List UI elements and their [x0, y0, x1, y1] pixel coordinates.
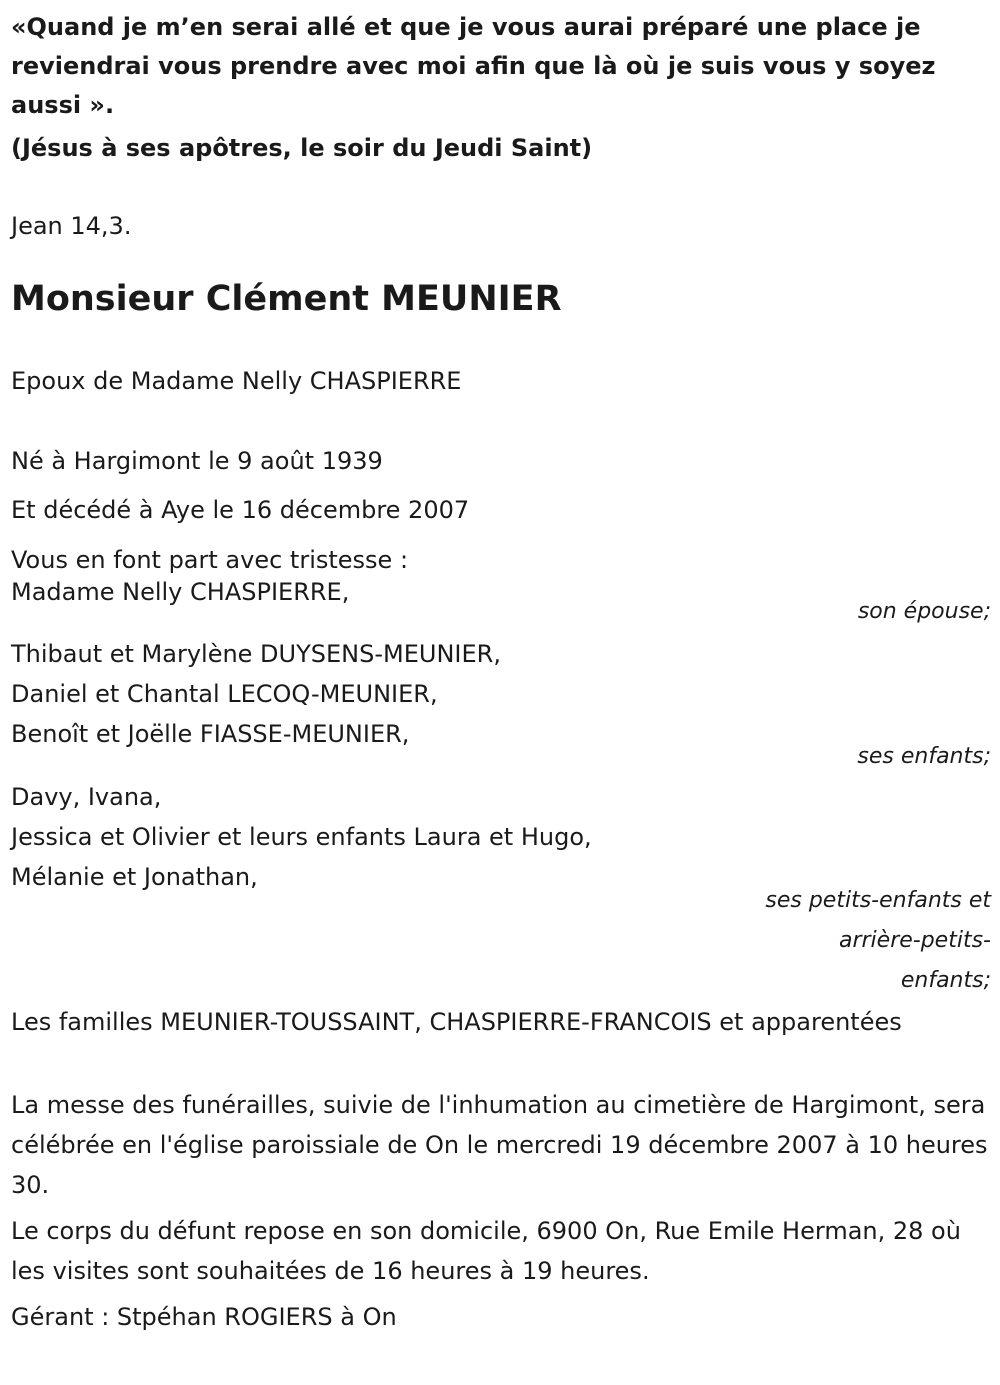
children-relation: ses enfants;: [857, 744, 991, 769]
death-line: Et décédé à Aye le 16 décembre 2007: [11, 496, 470, 524]
list-item: Daniel et Chantal LECOQ-MEUNIER,: [11, 680, 438, 708]
list-item: Mélanie et Jonathan,: [11, 863, 258, 891]
body-location: Le corps du défunt repose en son domicile, 6900 On, Rue Emile Herman, 28 où les visites sont souhaitées de 16 heures à 19 heures.: [11, 1217, 961, 1285]
list-item: Madame Nelly CHASPIERRE,: [11, 578, 350, 606]
children-names: [11, 634, 991, 754]
obituary-page: [11, 8, 991, 1337]
grandchildren-names: [11, 777, 991, 897]
funeral-details: La messe des funérailles, suivie de l'inhumation au cimetière de Hargimont, sera célébrée en l'église paroissiale de On le mercredi 19 décembre 2007 à 10 heures 30.: [11, 1091, 988, 1199]
list-item: Benoît et Joëlle FIASSE-MEUNIER,: [11, 720, 410, 748]
list-item: Jessica et Olivier et leurs enfants Laura et Hugo,: [11, 823, 592, 851]
grandchildren-relation: ses petits-enfants et arrière-petits-enfants;: [765, 888, 991, 993]
announcement-intro: Vous en font part avec tristesse :: [11, 546, 409, 574]
funeral-manager: Gérant : Stpéhan ROGIERS à On: [11, 1303, 397, 1331]
list-item: Davy, Ivana,: [11, 783, 162, 811]
spouse-line: Epoux de Madame Nelly CHASPIERRE: [11, 367, 462, 395]
deceased-name: Monsieur Clément MEUNIER: [11, 279, 562, 319]
quote-attribution: (Jésus à ses apôtres, le soir du Jeudi Saint): [11, 134, 593, 162]
birth-line: Né à Hargimont le 9 août 1939: [11, 447, 383, 475]
spouse-relation: son épouse;: [857, 599, 991, 624]
bible-quote: «Quand je m’en serai allé et que je vous aurai préparé une place je reviendrai vous prendre avec moi afin que là où je suis vous y soyez aussi ».: [11, 13, 936, 119]
verse-reference: Jean 14,3.: [11, 212, 132, 240]
families-line: Les familles MEUNIER-TOUSSAINT, CHASPIERRE-FRANCOIS et apparentées: [11, 1008, 902, 1036]
list-item: Thibaut et Marylène DUYSENS-MEUNIER,: [11, 640, 501, 668]
